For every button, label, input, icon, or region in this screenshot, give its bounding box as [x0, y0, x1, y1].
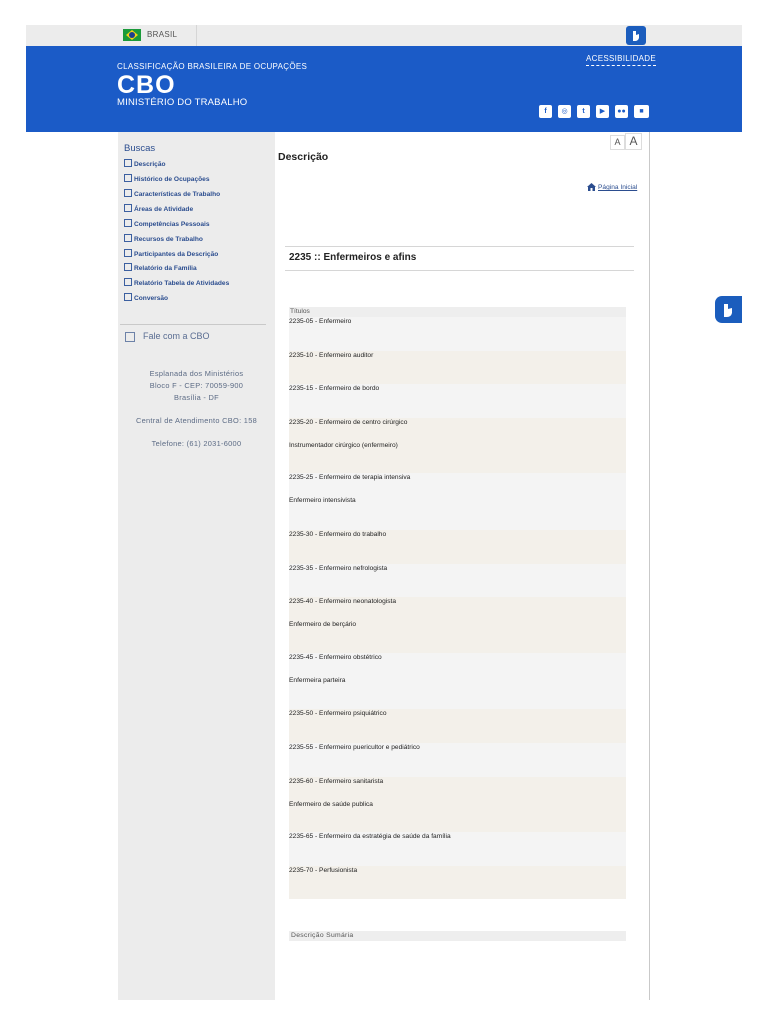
occupation-title: 2235-05 - Enfermeiro: [289, 318, 352, 325]
occupation-title: 2235-40 - Enfermeiro neonatologista: [289, 598, 397, 606]
contact-link[interactable]: Fale com a CBO: [143, 331, 210, 341]
gov-bar-divider: [196, 25, 197, 46]
expand-box-icon: [124, 189, 132, 197]
table-row: [289, 384, 626, 418]
twitter-icon[interactable]: t: [577, 105, 590, 118]
video-icon[interactable]: ■: [634, 105, 649, 118]
sidebar-item-historico[interactable]: Histórico de Ocupações: [124, 174, 209, 183]
table-row: [289, 743, 626, 777]
phone-number: Telefone: (61) 2031-6000: [151, 439, 242, 448]
occupation-synonym: Instrumentador cirúrgico (enfermeiro): [289, 442, 398, 450]
sidebar-item-recursos[interactable]: Recursos de Trabalho: [124, 234, 203, 243]
sidebar-heading: Buscas: [124, 143, 156, 154]
divider: [285, 270, 634, 271]
occupation-synonym: Enfermeiro de berçário: [289, 621, 357, 629]
occupation-title: 2235-45 - Enfermeiro obstétrico: [289, 654, 382, 662]
sidebar-item-caracteristicas[interactable]: Características de Trabalho: [124, 189, 220, 198]
country-link[interactable]: BRASIL: [147, 30, 178, 39]
occupation-title: 2235-60 - Enfermeiro sanitarista: [289, 777, 384, 785]
occupation-synonym: Enfermeiro intensivista: [289, 497, 356, 505]
site-logo-title[interactable]: CBO: [117, 71, 176, 99]
occupation-title: 2235-65 - Enfermeiro da estratégia de saúde da família: [289, 832, 451, 840]
occupation-title: 2235-20 - Enfermeiro de centro cirúrgico: [289, 419, 408, 427]
table-row: [289, 832, 626, 866]
address-line: Bloco F - CEP: 70059-900: [149, 381, 244, 390]
brazil-flag-icon[interactable]: [123, 29, 141, 41]
expand-box-icon: [124, 249, 132, 257]
titles-table: [289, 307, 626, 899]
expand-box-icon: [124, 293, 132, 301]
ministry-name: MINISTÉRIO DO TRABALHO: [117, 97, 248, 108]
table-header: Títulos: [289, 307, 626, 317]
expand-box-icon: [124, 204, 132, 212]
table-row: [289, 317, 626, 351]
expand-box-icon: [124, 174, 132, 182]
table-row: [289, 564, 626, 598]
sidebar-item-relatorio-atividades[interactable]: Relatório Tabela de Atividades: [124, 278, 229, 287]
site-subtitle: CLASSIFICAÇÃO BRASILEIRA DE OCUPAÇÕES: [117, 62, 308, 71]
occupation-title: 2235-15 - Enfermeiro de bordo: [289, 385, 380, 393]
sidebar-item-descricao[interactable]: Descrição: [124, 159, 166, 168]
contact-icon: [125, 332, 135, 342]
expand-box-icon: [124, 263, 132, 271]
table-row: [289, 351, 626, 385]
instagram-icon[interactable]: ◎: [558, 105, 571, 118]
home-icon[interactable]: [587, 183, 596, 191]
table-row: [289, 777, 626, 832]
table-row: [289, 473, 626, 530]
occupation-title: 2235-70 - Perfusionista: [289, 866, 358, 874]
sidebar-item-areas[interactable]: Áreas de Atividade: [124, 204, 193, 213]
address-line: Brasília - DF: [174, 393, 219, 402]
occupation-title: 2235-35 - Enfermeiro nefrologista: [289, 564, 388, 572]
sidebar-item-relatorio-familia[interactable]: Relatório da Família: [124, 263, 197, 272]
table-row: [289, 866, 626, 900]
expand-box-icon: [124, 278, 132, 286]
occupation-title: 2235-10 - Enfermeiro auditor: [289, 351, 374, 359]
table-row: [289, 418, 626, 473]
occupation-synonym: Enfermeira parteira: [289, 677, 346, 685]
flickr-icon[interactable]: ●●: [615, 105, 628, 118]
page-title: Descrição: [278, 151, 329, 163]
sign-language-icon[interactable]: [626, 26, 646, 45]
increase-font-button[interactable]: A: [625, 133, 642, 150]
sign-language-widget-icon[interactable]: [715, 296, 742, 323]
table-row: [289, 597, 626, 653]
central-atendimento: Central de Atendimento CBO: 158: [135, 416, 258, 425]
family-title: 2235 :: Enfermeiros e afins: [289, 252, 417, 263]
divider: [285, 246, 634, 247]
facebook-icon[interactable]: f: [539, 105, 552, 118]
content-border: [649, 132, 650, 1000]
sidebar-item-competencias[interactable]: Competências Pessoais: [124, 219, 210, 228]
summary-header: Descrição Sumária: [291, 932, 354, 939]
decrease-font-button[interactable]: A: [610, 135, 625, 150]
occupation-synonym: Enfermeiro de saúde publica: [289, 800, 373, 808]
expand-box-icon: [124, 234, 132, 242]
sidebar-divider: [120, 324, 266, 325]
occupation-title: 2235-30 - Enfermeiro do trabalho: [289, 531, 387, 539]
sidebar-item-conversao[interactable]: Conversão: [124, 293, 168, 302]
occupation-title: 2235-25 - Enfermeiro de terapia intensiva: [289, 474, 411, 482]
youtube-icon[interactable]: ▶: [596, 105, 609, 118]
expand-box-icon: [124, 159, 132, 167]
accessibility-link[interactable]: ACESSIBILIDADE: [586, 54, 656, 66]
expand-box-icon: [124, 219, 132, 227]
address-line: Esplanada dos Ministérios: [149, 369, 244, 378]
table-row: [289, 653, 626, 709]
home-link[interactable]: Página Inicial: [598, 184, 638, 191]
table-row: [289, 530, 626, 564]
occupation-title: 2235-55 - Enfermeiro puericultor e pediátrico: [289, 744, 420, 752]
table-row: [289, 709, 626, 743]
occupation-title: 2235-50 - Enfermeiro psiquiátrico: [289, 710, 387, 718]
sidebar-item-participantes[interactable]: Participantes da Descrição: [124, 249, 218, 258]
